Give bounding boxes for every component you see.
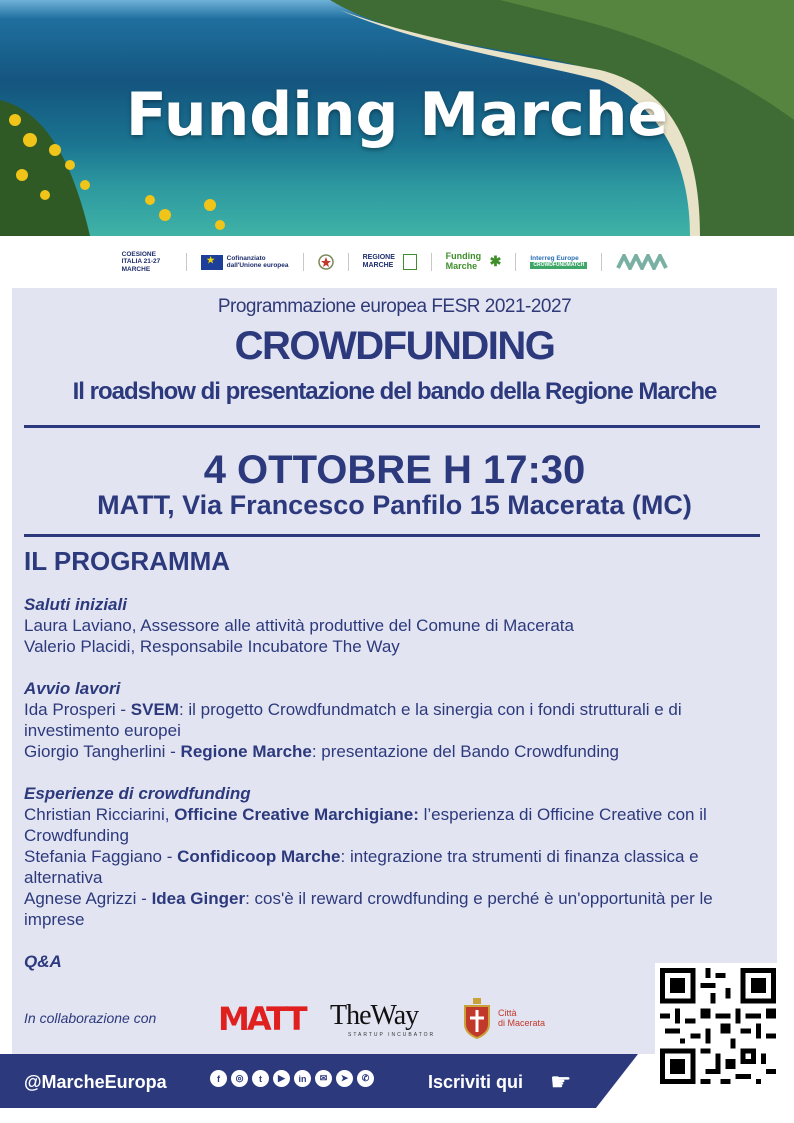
social-icons bbox=[210, 1070, 374, 1087]
section-title: Saluti iniziali bbox=[24, 595, 127, 614]
program-item: Christian Ricciarini, Officine Creative Marchigiane: l’esperienza di Officine Creative con il Crowdfunding bbox=[24, 805, 707, 845]
program-item: Ida Prosperi - SVEM: il progetto Crowdfundmatch e la sinergia con i fondi strutturali e di investimento europei bbox=[24, 700, 682, 740]
divider bbox=[24, 534, 760, 537]
instagram-icon[interactable]: ◎ bbox=[231, 1070, 248, 1087]
event-venue: MATT, Via Francesco Panfilo 15 Macerata (MC) bbox=[97, 490, 692, 520]
theway-subtitle: STARTUP INCUBATOR bbox=[348, 1032, 436, 1038]
twitter-icon[interactable]: t bbox=[252, 1070, 269, 1087]
eu-flag-icon bbox=[201, 255, 223, 270]
program-heading: IL PROGRAMMA bbox=[24, 546, 231, 576]
social-handle[interactable]: @MarcheEuropa bbox=[24, 1072, 167, 1092]
qa-label: Q&A bbox=[24, 952, 62, 971]
program-item: Stefania Faggiano - Confidicoop Marche: integrazione tra strumenti di finanza classica e alternativa bbox=[24, 847, 699, 887]
regione-emblem-icon bbox=[403, 254, 417, 270]
linkedin-icon[interactable]: in bbox=[294, 1070, 311, 1087]
program-item: Agnese Agrizzi - Idea Ginger: cos'è il reward crowdfunding e perché è un'opportunità per le imprese bbox=[24, 889, 713, 929]
qr-code[interactable] bbox=[655, 963, 781, 1089]
section-title: Esperienze di crowdfunding bbox=[24, 784, 251, 803]
email-icon[interactable]: ✉ bbox=[315, 1070, 332, 1087]
eu-logo: ★ Cofinanziato dall'Unione europea bbox=[187, 255, 303, 270]
italy-emblem-icon bbox=[304, 253, 348, 271]
facebook-icon[interactable]: f bbox=[210, 1070, 227, 1087]
signup-link[interactable]: Iscriviti qui bbox=[428, 1072, 524, 1092]
funding-marche-logo: Funding Marche ✱ bbox=[445, 251, 502, 271]
theway-logo: TheWay bbox=[330, 1000, 419, 1031]
program-subtitle: Programmazione europea FESR 2021-2027 bbox=[217, 296, 572, 317]
event-date: 4 OTTOBRE H 17:30 bbox=[203, 448, 586, 492]
svem-logo bbox=[602, 254, 686, 270]
event-panel bbox=[12, 288, 777, 1054]
regione-marche-logo: REGIONE MARCHE bbox=[349, 254, 431, 270]
hero-banner bbox=[0, 0, 794, 236]
ant-icon: ✱ bbox=[489, 253, 502, 270]
section-title: Avvio lavori bbox=[24, 679, 121, 698]
page-title: CROWDFUNDING bbox=[234, 324, 555, 368]
coesione-logo: COESIONE ITALIA 21-27 MARCHE bbox=[121, 251, 161, 273]
program-item: Laura Laviano, Assessore alle attività produttive del Comune di Macerata bbox=[24, 616, 574, 635]
matt-logo: MATT bbox=[218, 1000, 305, 1038]
citta-di-macerata-logo: Città di Macerata bbox=[460, 996, 545, 1040]
partner-logo-strip bbox=[0, 236, 794, 288]
interreg-logo: Interreg Europe CROWDFUNDMATCH bbox=[516, 255, 601, 270]
hero-title: Funding Marche bbox=[125, 80, 669, 150]
divider bbox=[24, 425, 760, 428]
program-list bbox=[24, 594, 764, 972]
youtube-icon[interactable]: ▶ bbox=[273, 1070, 290, 1087]
telegram-icon[interactable]: ➤ bbox=[336, 1070, 353, 1087]
program-item: Giorgio Tangherlini - Regione Marche: presentazione del Bando Crowdfunding bbox=[24, 742, 620, 761]
collaboration-label: In collaborazione con bbox=[24, 1010, 157, 1026]
pointing-hand-icon: ☛ bbox=[550, 1069, 572, 1096]
macerata-crest-icon bbox=[460, 996, 494, 1040]
program-item: Valerio Placidi, Responsabile Incubatore The Way bbox=[24, 637, 400, 656]
tagline: Il roadshow di presentazione del bando della Regione Marche bbox=[72, 378, 717, 405]
whatsapp-icon[interactable]: ✆ bbox=[357, 1070, 374, 1087]
